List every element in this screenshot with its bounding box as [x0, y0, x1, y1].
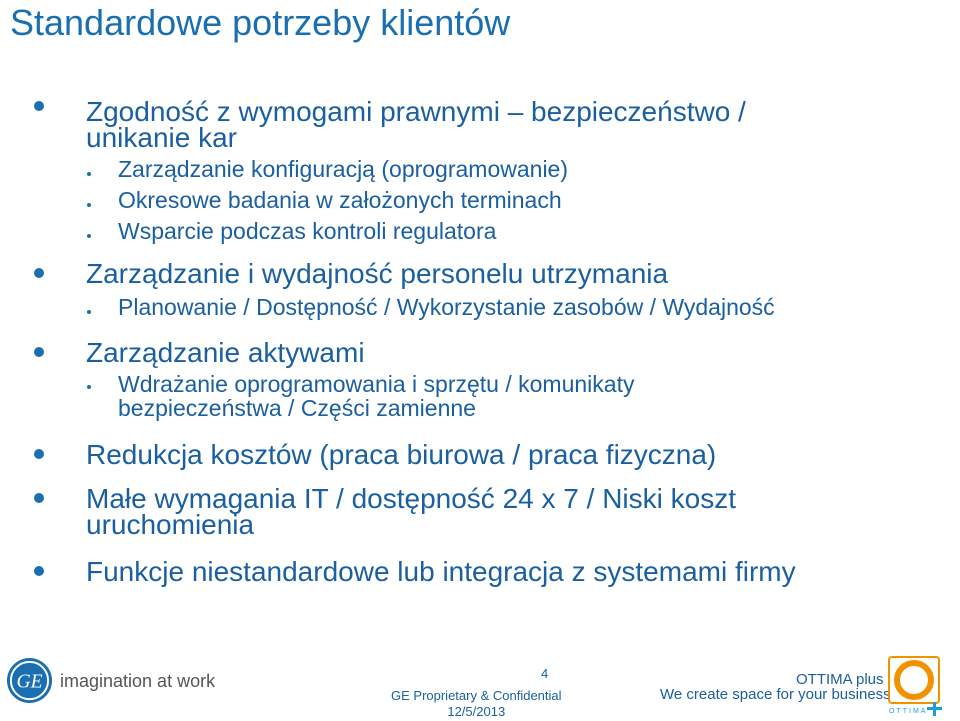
- ge-tagline: imagination at work: [60, 671, 216, 691]
- sub-bullet-text: bezpieczeństwa / Części zamienne: [118, 395, 476, 421]
- sub-bullet-text: Wsparcie podczas kontroli regulatora: [118, 218, 497, 244]
- bullet-text: uruchomienia: [86, 509, 255, 540]
- bullet-dot: [34, 268, 44, 278]
- sub-bullet-dot: [87, 172, 91, 176]
- bullet-dot: [34, 449, 44, 459]
- sub-bullet-text: Zarządzanie konfiguracją (oprogramowanie): [118, 156, 569, 182]
- bullet-text: Małe wymagania IT / dostępność 24 x 7 / Niski koszt: [86, 483, 736, 514]
- bullet-text: Funkcje niestandardowe lub integracja z systemami firmy: [86, 556, 796, 587]
- ottima-logo-icon: [885, 655, 945, 717]
- svg-text:GE: GE: [16, 671, 43, 693]
- ottima-tagline: We create space for your business: [660, 686, 891, 703]
- footer-confidential: [391, 688, 562, 720]
- svg-text:OTTIMA: OTTIMA: [889, 708, 928, 715]
- sub-bullet-dot: [87, 203, 91, 207]
- sub-bullet-text: Okresowe badania w założonych terminach: [118, 187, 562, 213]
- sub-bullet-dot: [87, 385, 91, 389]
- slide-title: Standardowe potrzeby klientów: [10, 2, 511, 43]
- bullet-dot: [34, 566, 44, 576]
- bullet-dot: [34, 347, 44, 357]
- ottima-name: OTTIMA plus: [796, 671, 884, 688]
- bullet-text: unikanie kar: [86, 122, 237, 153]
- ge-logo-icon: [6, 657, 53, 704]
- date-label: 12/5/2013: [447, 704, 506, 719]
- bullet-text: Redukcja kosztów (praca biurowa / praca fizyczna): [86, 439, 717, 470]
- sub-bullet-dot: [87, 234, 91, 238]
- bullet-dot: [34, 101, 44, 111]
- proprietary-label: GE Proprietary & Confidential: [391, 688, 562, 703]
- sub-bullet-dot: [87, 310, 91, 314]
- bullet-dot: [34, 493, 44, 503]
- bullet-text: Zgodność z wymogami prawnymi – bezpieczeństwo /: [86, 96, 746, 127]
- sub-bullet-text: Planowanie / Dostępność / Wykorzystanie zasobów / Wydajność: [118, 294, 775, 320]
- bullet-text: Zarządzanie aktywami: [86, 337, 365, 368]
- bullet-text: Zarządzanie i wydajność personelu utrzymania: [86, 258, 669, 289]
- sub-bullet-text: Wdrażanie oprogramowania i sprzętu / komunikaty: [118, 371, 635, 397]
- page-number: 4: [541, 666, 549, 681]
